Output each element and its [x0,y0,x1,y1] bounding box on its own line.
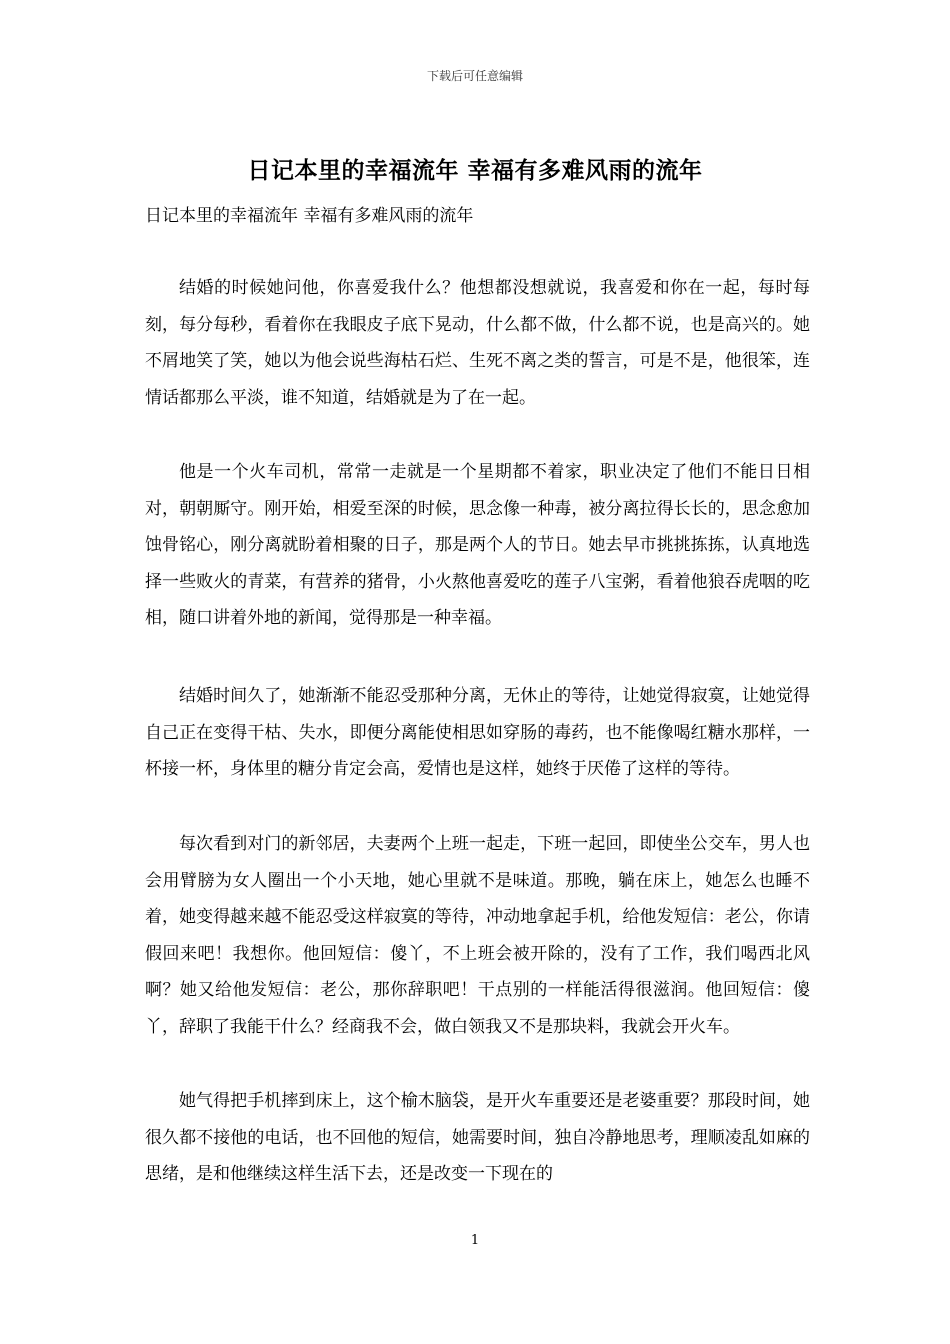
body-paragraph: 结婚时间久了，她渐渐不能忍受那种分离，无休止的等待，让她觉得寂寞，让她觉得自己正在变得干枯、失水，即便分离能使相思如穿肠的毒药，也不能像喝红糖水那样，一杯接一杯，身体里的糖分肯定会高，爱情也是这样，她终于厌倦了这样的等待。 [145,686,810,779]
document-title: 日记本里的幸福流年 幸福有多难风雨的流年 [247,158,703,184]
body-paragraph: 他是一个火车司机，常常一走就是一个星期都不着家，职业决定了他们不能日日相对，朝朝厮守。刚开始，相爱至深的时候，思念像一种毒，被分离拉得长长的，思念愈加蚀骨铭心，刚分离就盼着相聚的日子，那是两个人的节日。她去早市挑挑拣拣，认真地选择一些败火的青菜，有营养的猪骨，小火熬他喜爱吃的莲子八宝粥，看着他狼吞虎咽的吃相，随口讲着外地的新闻，觉得那是一种幸福。 [145,462,810,628]
body-paragraph: 她气得把手机摔到床上，这个榆木脑袋，是开火车重要还是老婆重要？那段时间，她很久都不接他的电话，也不回他的短信，她需要时间，独自冷静地思考，理顺凌乱如麻的思绪，是和他继续这样生活下去，还是改变一下现在的 [145,1091,810,1184]
body-paragraph: 结婚的时候她问他，你喜爱我什么？他想都没想就说，我喜爱和你在一起，每时每刻，每分每秒，看着你在我眼皮子底下晃动，什么都不做，什么都不说，也是高兴的。她不屑地笑了笑，她以为他会说些海枯石烂、生死不离之类的誓言，可是不是，他很笨，连情话都那么平淡，谁不知道，结婚就是为了在一起。 [145,278,810,408]
page-number: 1 [470,1233,480,1248]
document-subtitle: 日记本里的幸福流年 幸福有多难风雨的流年 [145,206,474,226]
body-paragraph: 每次看到对门的新邻居，夫妻两个上班一起走，下班一起回，即使坐公交车，男人也会用臂膀为女人圈出一个小天地，她心里就不是味道。那晚，躺在床上，她怎么也睡不着，她变得越来越不能忍受这样寂寞的等待，冲动地拿起手机，给他发短信：老公，你请假回来吧！我想你。他回短信：傻丫，不上班会被开除的，没有了工作，我们喝西北风啊？她又给他发短信：老公，那你辞职吧！干点别的一样能活得很滋润。他回短信：傻丫，辞职了我能干什么？经商我不会，做白领我又不是那块料，我就会开火车。 [145,834,810,1037]
page-header-note: 下载后可任意编辑 [426,69,523,83]
